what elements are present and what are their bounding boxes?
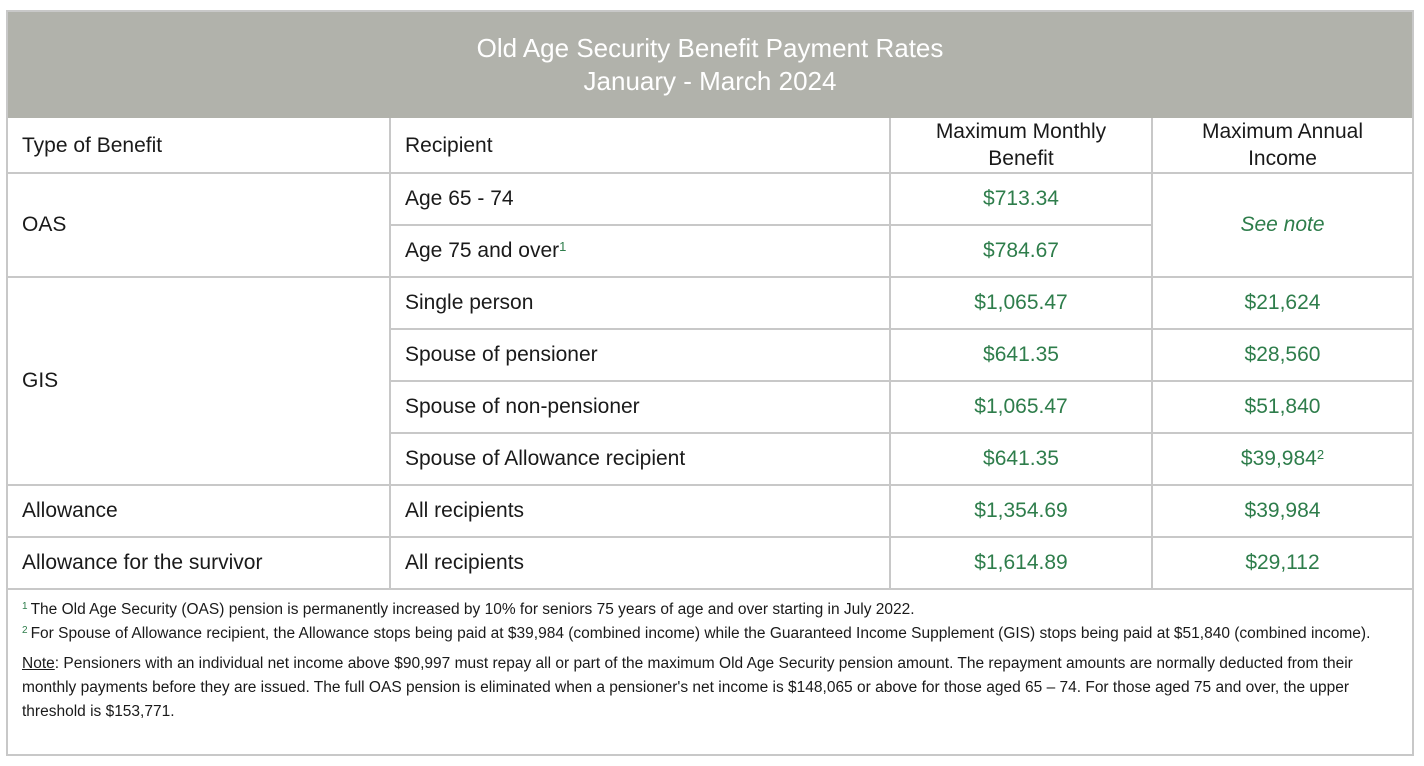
recipient-cell: Spouse of Allowance recipient — [390, 433, 890, 485]
note-label: Note — [22, 655, 55, 672]
benefit-type-oas: OAS — [8, 173, 390, 277]
table-row — [8, 537, 1412, 589]
annual-income-value: $39,984 — [1240, 447, 1317, 470]
recipient-cell: All recipients — [390, 537, 890, 589]
column-header-row — [8, 118, 1412, 173]
recipient-cell: Spouse of pensioner — [390, 329, 890, 381]
monthly-benefit-cell: $1,614.89 — [890, 537, 1152, 589]
footnote-text: The Old Age Security (OAS) pension is permanently increased by 10% for seniors 75 years of age and over starting in July 2022. — [30, 601, 915, 618]
footnote-text: For Spouse of Allowance recipient, the Allowance stops being paid at $39,984 (combined income) while the Guaranteed Income Supplement (GIS) stops being paid at $51,840 (combined income). — [30, 625, 1371, 642]
column-header-recipient: Recipient — [390, 118, 890, 173]
note-text: : Pensioners with an individual net income above $90,997 must repay all or part of the maximum Old Age Security pension amount. The repayment amounts are normally deducted from their monthly payments before they are issued. The full OAS pension is eliminated when a pensioner's net income is $148,065 or above for those aged 65 – 74. For those aged 75 and over, the upper threshold is $153,771. — [22, 655, 1353, 720]
footnotes-section — [22, 598, 1398, 724]
annual-income-see-note: See note — [1152, 173, 1412, 277]
rates-document — [6, 10, 1414, 756]
footnote-marker: 2 — [22, 625, 28, 636]
benefit-type-gis: GIS — [8, 277, 390, 485]
annual-income-cell: $29,112 — [1152, 537, 1412, 589]
footnote-marker: 1 — [22, 601, 28, 612]
table-row — [8, 173, 1412, 225]
monthly-benefit-cell: $784.67 — [890, 225, 1152, 277]
rates-table — [8, 118, 1412, 590]
recipient-label: Age 75 and over — [405, 239, 560, 262]
page-title: Old Age Security Benefit Payment Rates — [476, 33, 944, 63]
monthly-benefit-cell: $641.35 — [890, 433, 1152, 485]
footnote-marker: 1 — [559, 239, 567, 254]
annual-income-cell: $28,560 — [1152, 329, 1412, 381]
footnote-2 — [22, 622, 1398, 646]
recipient-cell: Spouse of non-pensioner — [390, 381, 890, 433]
recipient-cell: All recipients — [390, 485, 890, 537]
monthly-benefit-cell: $1,065.47 — [890, 381, 1152, 433]
column-header-monthly: Maximum Monthly Benefit — [890, 118, 1152, 173]
benefit-type-allowance: Allowance — [8, 485, 390, 537]
note-paragraph — [22, 652, 1398, 724]
recipient-cell: Single person — [390, 277, 890, 329]
benefit-type-survivor: Allowance for the survivor — [8, 537, 390, 589]
footnote-1 — [22, 598, 1398, 622]
annual-income-cell — [1152, 433, 1412, 485]
column-header-annual: Maximum Annual Income — [1152, 118, 1412, 173]
page-subtitle: January - March 2024 — [583, 66, 837, 96]
annual-income-cell: $51,840 — [1152, 381, 1412, 433]
footnote-marker: 2 — [1316, 447, 1325, 462]
annual-income-cell: $21,624 — [1152, 277, 1412, 329]
column-header-type: Type of Benefit — [8, 118, 390, 173]
annual-income-cell: $39,984 — [1152, 485, 1412, 537]
table-row — [8, 277, 1412, 329]
table-row — [8, 485, 1412, 537]
recipient-cell: Age 65 - 74 — [390, 173, 890, 225]
monthly-benefit-cell: $1,354.69 — [890, 485, 1152, 537]
monthly-benefit-cell: $641.35 — [890, 329, 1152, 381]
monthly-benefit-cell: $713.34 — [890, 173, 1152, 225]
recipient-cell — [390, 225, 890, 277]
monthly-benefit-cell: $1,065.47 — [890, 277, 1152, 329]
table-header-banner — [8, 12, 1412, 118]
